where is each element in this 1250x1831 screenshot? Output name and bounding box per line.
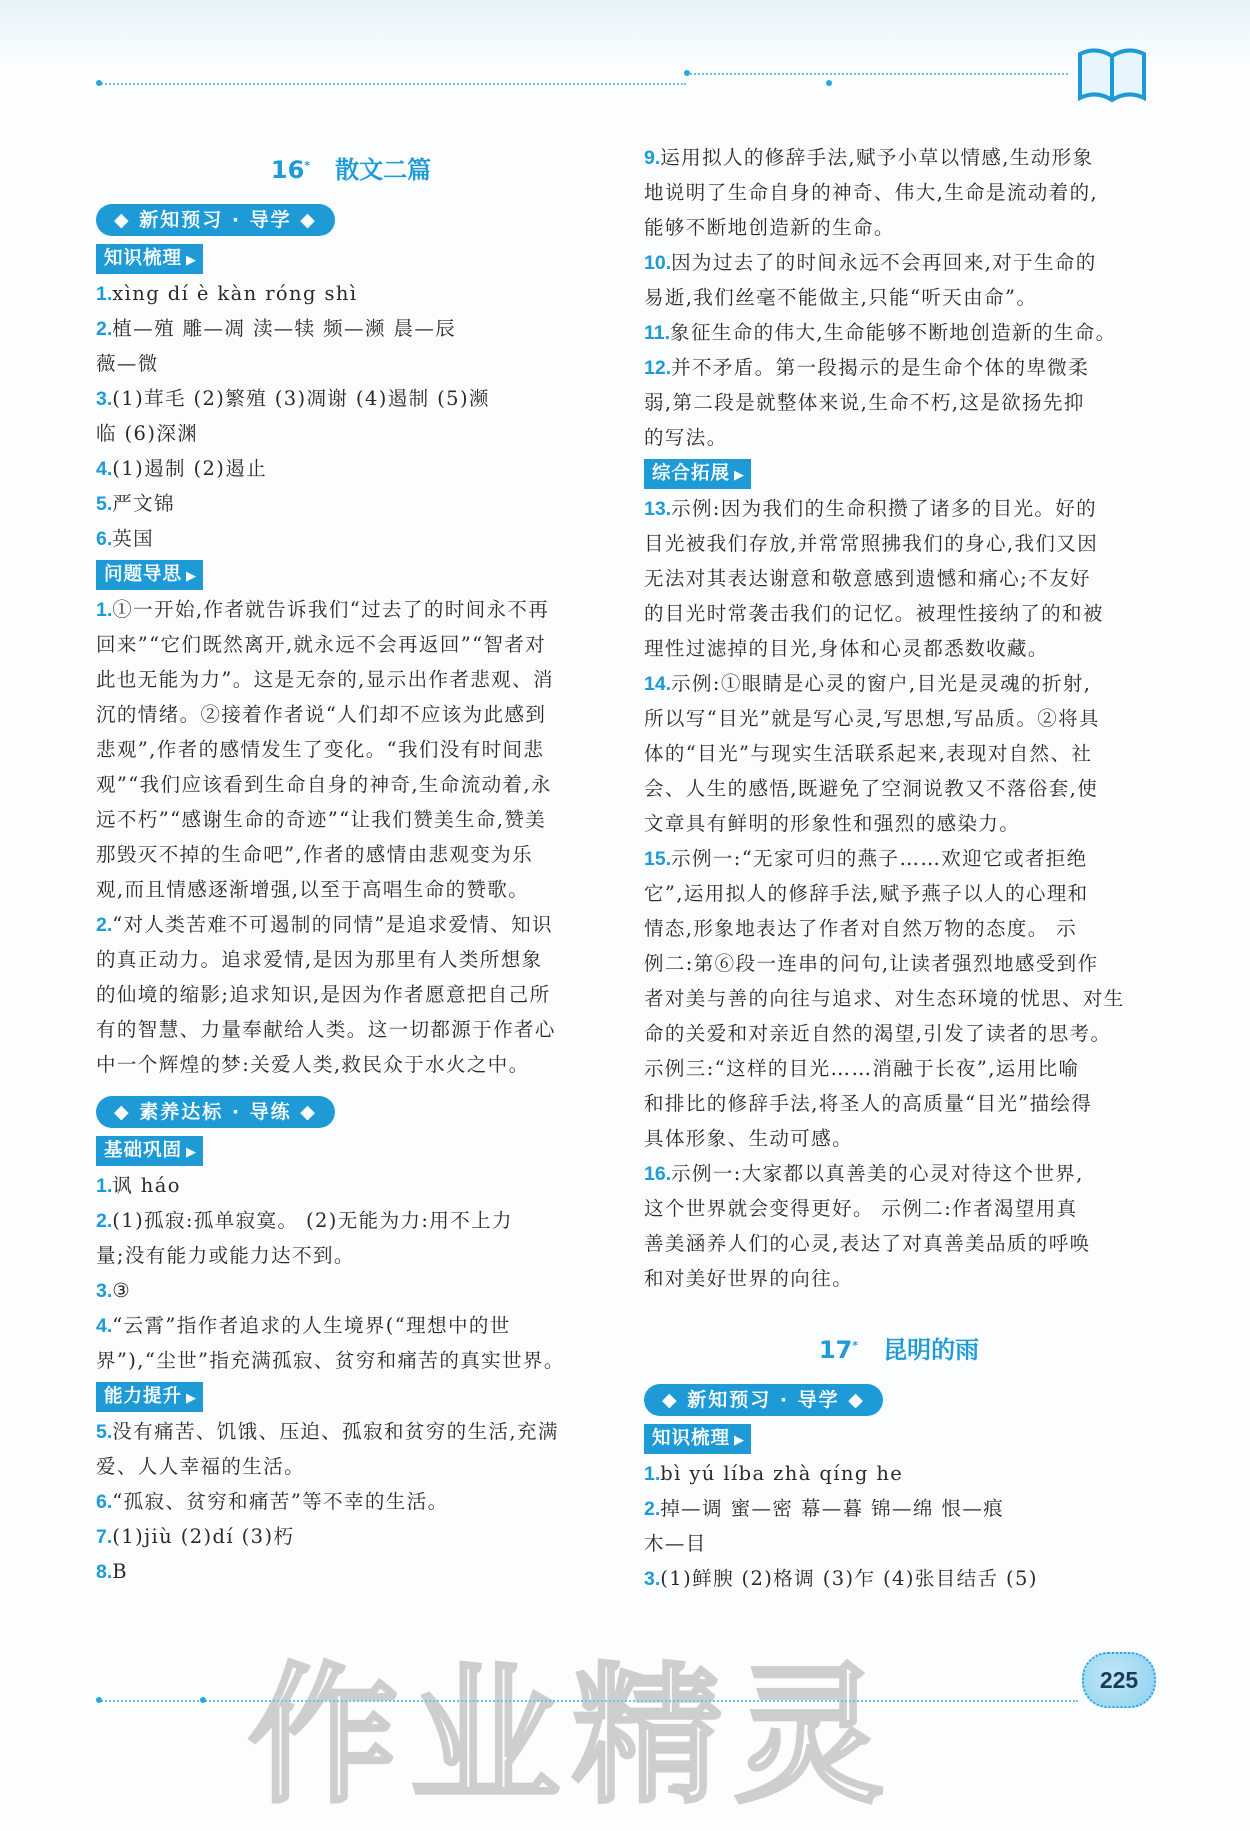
tag-comprehensive [644, 459, 751, 489]
r9-cont: 地说明了生命自身的神奇、伟大,生命是流动着的, [644, 181, 1099, 204]
pill-practice: ◆ 素养达标 · 导练 ◆ [96, 1096, 335, 1128]
q1-line: 观”“我们应该看到生命自身的神奇,生命流动着,永 [96, 773, 552, 796]
c8: 8.B [96, 1560, 128, 1583]
answer-6: 6.英国 [96, 527, 155, 550]
r13: 13.示例:因为我们的生命积攒了诸多的目光。好的 [644, 497, 1098, 520]
section-name: 昆明的雨 [883, 1336, 980, 1364]
triangle-icon: ▶ [186, 1145, 198, 1160]
k1: 1.bì yú líba zhà qíng he [644, 1462, 904, 1485]
tag-question-guide [96, 560, 203, 590]
answer-2: 2.植—殖 雕—凋 渎—犊 频—濒 晨—辰 [96, 317, 457, 340]
triangle-icon: ▶ [186, 1391, 198, 1406]
r15-cont: 例二:第⑥段一连串的问句,让读者强烈地感受到作 [644, 952, 1099, 975]
triangle-icon: ▶ [734, 1433, 746, 1448]
r13-cont: 目光被我们存放,并常常照拂我们的身心,我们又因 [644, 532, 1099, 555]
r13-cont: 的目光时常袭击我们的记忆。被理性接纳了的和被 [644, 602, 1104, 625]
pill-preview-guide: ◆ 新知预习 · 导学 ◆ [96, 204, 335, 236]
tag-label: 能力提升 [104, 1386, 183, 1407]
left-column [96, 138, 606, 1589]
q1-line: 观,而且情感逐渐增强,以至于高唱生命的赞歌。 [96, 878, 530, 901]
r15-cont: 具体形象、生动可感。 [644, 1127, 854, 1150]
q1-line: 远不朽”“感谢生命的奇迹”“让我们赞美生命,赞美 [96, 808, 547, 831]
tag-foundation [96, 1136, 203, 1166]
q1-line: 1.①一开始,作者就告诉我们“过去了的时间永不再 [96, 598, 550, 621]
c6: 6.“孤寂、贫穷和痛苦”等不幸的生活。 [96, 1490, 449, 1513]
answer-2-cont: 薇—微 [96, 352, 159, 375]
section-16-title [96, 138, 606, 194]
r14-cont: 会、人生的感悟,既避免了空洞说教又不落俗套,使 [644, 777, 1099, 800]
header-dotted-line-2 [686, 73, 1068, 75]
r14-cont: 所以写“目光”就是写心灵,写思想,写品质。②将具 [644, 707, 1100, 730]
r13-cont: 理性过滤掉的目光,身体和心灵都悉数收藏。 [644, 637, 1049, 660]
footer-dot [96, 1697, 102, 1703]
top-band [0, 0, 1250, 60]
footer-dotted-line [98, 1700, 1078, 1702]
tag-label: 知识梳理 [104, 248, 183, 269]
header-dotted-line [98, 83, 686, 85]
r15-cont: 它”,运用拟人的修辞手法,赋予燕子以人的心理和 [644, 882, 1089, 905]
answer-1: 1.xìng dí è kàn róng shì [96, 282, 358, 305]
q1-line: 回来”“它们既然离开,就永远不会再返回”“智者对 [96, 633, 547, 656]
section-mark: * [852, 1339, 859, 1352]
answer-3-cont: 临 (6)深渊 [96, 422, 199, 445]
b2-cont: 量;没有能力或能力达不到。 [96, 1244, 355, 1267]
r16-cont: 这个世界就会变得更好。 示例二:作者渴望用真 [644, 1197, 1078, 1220]
r12-cont: 弱,第二段是就整体来说,生命不朽,这是欲扬先抑 [644, 391, 1085, 414]
k2-cont: 木—目 [644, 1532, 707, 1555]
tag-label: 知识梳理 [652, 1428, 731, 1449]
c5-cont: 爱、人人幸福的生活。 [96, 1455, 306, 1478]
r11: 11.象征生命的伟大,生命能够不断地创造新的生命。 [644, 321, 1117, 344]
tag-knowledge-2 [644, 1424, 751, 1454]
section-mark: * [304, 159, 311, 172]
header-dot [684, 70, 690, 76]
r9: 9.运用拟人的修辞手法,赋予小草以情感,生动形象 [644, 146, 1094, 169]
r16-cont: 和对美好世界的向往。 [644, 1267, 854, 1290]
b2: 2.(1)孤寂:孤单寂寞。 (2)无能为力:用不上力 [96, 1209, 513, 1232]
k3: 3.(1)鲜腴 (2)格调 (3)乍 (4)张目结舌 (5) [644, 1567, 1038, 1590]
r13-cont: 无法对其表达谢意和敬意感到遗憾和痛心;不友好 [644, 567, 1091, 590]
r15-cont: 者对美与善的向往与追求、对生态环境的忧思、对生 [644, 987, 1125, 1010]
r10-cont: 易逝,我们丝毫不能做主,只能“听天由命”。 [644, 286, 1038, 309]
triangle-icon: ▶ [186, 569, 198, 584]
book-icon [1076, 44, 1148, 104]
k2: 2.掉—调 蜜—密 幕—暮 锦—绵 恨—痕 [644, 1497, 1005, 1520]
page-number: 225 [1082, 1652, 1156, 1708]
r16-cont: 善美涵养人们的心灵,表达了对真善美品质的呼唤 [644, 1232, 1091, 1255]
r9-cont: 能够不断地创造新的生命。 [644, 216, 895, 239]
r12: 12.并不矛盾。第一段揭示的是生命个体的卑微柔 [644, 356, 1090, 379]
right-column [644, 140, 1154, 1596]
tag-ability [96, 1382, 203, 1412]
footer-dot [200, 1697, 206, 1703]
r16: 16.示例一:大家都以真善美的心灵对待这个世界, [644, 1162, 1084, 1185]
q2-line: 2.“对人类苦难不可遏制的同情”是追求爱情、知识 [96, 913, 554, 936]
tag-label: 基础巩固 [104, 1140, 183, 1161]
r10: 10.因为过去了的时间永远不会再回来,对于生命的 [644, 251, 1097, 274]
c5: 5.没有痛苦、饥饿、压迫、孤寂和贫穷的生活,充满 [96, 1420, 559, 1443]
r14-cont: 体的“目光”与现实生活联系起来,表现对自然、社 [644, 742, 1093, 765]
r12-cont: 的写法。 [644, 426, 728, 449]
triangle-icon: ▶ [186, 253, 198, 268]
triangle-icon: ▶ [734, 468, 746, 483]
watermark: 作业精灵 [248, 1650, 897, 1824]
section-name: 散文二篇 [335, 156, 432, 184]
section-number: 17 [818, 1336, 853, 1364]
q1-line: 那毁灭不掉的生命吧”,作者的感情由悲观变为乐 [96, 843, 533, 866]
r15-cont: 情态,形象地表达了作者对自然万物的态度。 示 [644, 917, 1078, 940]
answer-5: 5.严文锦 [96, 492, 175, 515]
pill-preview-guide-2: ◆ 新知预习 · 导学 ◆ [644, 1384, 883, 1416]
section-number: 16 [270, 156, 305, 184]
section-17-title [644, 1318, 1154, 1374]
r14: 14.示例:①眼睛是心灵的窗户,目光是灵魂的折射, [644, 672, 1092, 695]
tag-knowledge [96, 244, 203, 274]
tag-label: 问题导思 [104, 564, 183, 585]
b3: 3.③ [96, 1279, 132, 1302]
q2-line: 有的智慧、力量奉献给人类。这一切都源于作者心 [96, 1018, 556, 1041]
q1-line: 沉的情绪。②接着作者说“人们却不应该为此感到 [96, 703, 547, 726]
header-dot [826, 80, 832, 86]
r15-cont: 示例三:“这样的目光……消融于长夜”,运用比喻 [644, 1057, 1080, 1080]
r14-cont: 文章具有鲜明的形象性和强烈的感染力。 [644, 812, 1021, 835]
r15-cont: 命的关爱和对亲近自然的渴望,引发了读者的思考。 [644, 1022, 1112, 1045]
q1-line: 悲观”,作者的感情发生了变化。“我们没有时间悲 [96, 738, 545, 761]
q2-line: 的真正动力。追求爱情,是因为那里有人类所想象 [96, 948, 543, 971]
b4-cont: 界”),“尘世”指充满孤寂、贫穷和痛苦的真实世界。 [96, 1349, 565, 1372]
q1-line: 此也无能为力”。这是无奈的,显示出作者悲观、消 [96, 668, 554, 691]
r15: 15.示例一:“无家可归的燕子……欢迎它或者拒绝 [644, 847, 1088, 870]
header-dot [96, 80, 102, 86]
answer-3: 3.(1)茸毛 (2)繁殖 (3)凋谢 (4)遏制 (5)濒 [96, 387, 490, 410]
tag-label: 综合拓展 [652, 463, 731, 484]
b4: 4.“云霄”指作者追求的人生境界(“理想中的世 [96, 1314, 511, 1337]
q2-line: 中一个辉煌的梦:关爱人类,救民众于水火之中。 [96, 1053, 530, 1076]
r15-cont: 和排比的修辞手法,将圣人的高质量“目光”描绘得 [644, 1092, 1093, 1115]
b1: 1.讽 háo [96, 1174, 181, 1197]
q2-line: 的仙境的缩影;追求知识,是因为作者愿意把自己所 [96, 983, 551, 1006]
c7: 7.(1)jiù (2)dí (3)朽 [96, 1525, 295, 1548]
answer-4: 4.(1)遏制 (2)遏止 [96, 457, 268, 480]
